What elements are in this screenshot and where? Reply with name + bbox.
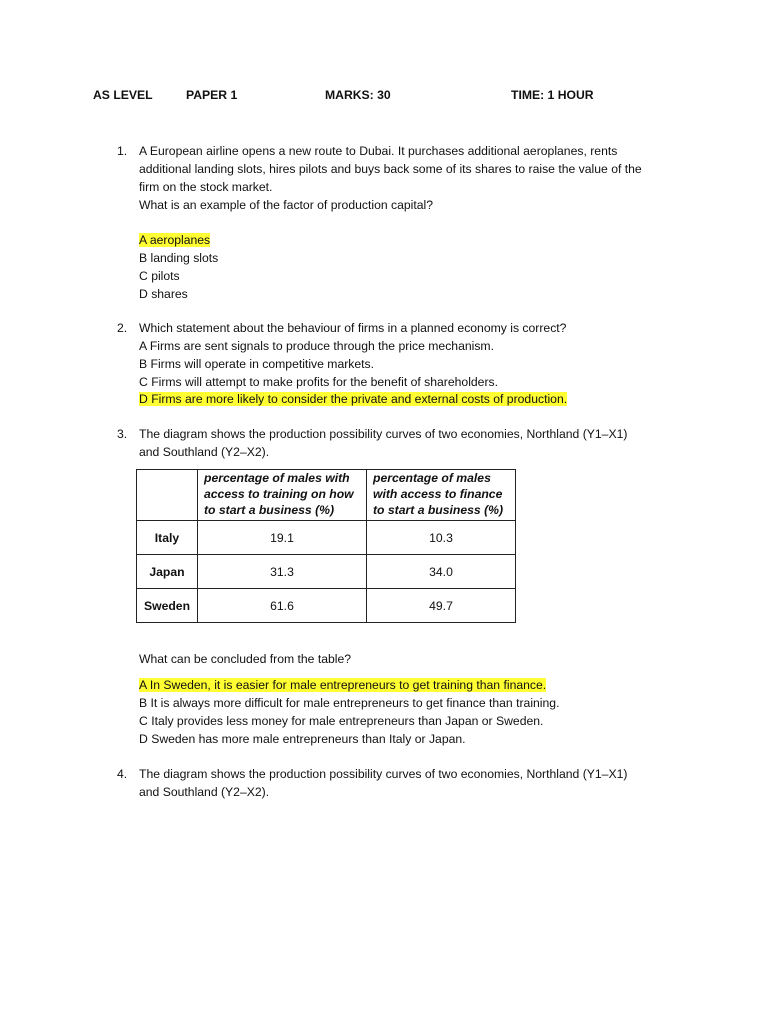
question-text-line: Which statement about the behaviour of firms in a planned economy is correct? (139, 321, 567, 335)
question-number: 1. (117, 144, 128, 158)
question-text-line: The diagram shows the production possibility curves of two economies, Northland (Y1–X1) (139, 767, 628, 781)
question-number: 4. (117, 767, 128, 781)
question-text-line: What can be concluded from the table? (139, 652, 352, 666)
question-number: 2. (117, 321, 128, 335)
header-paper: PAPER 1 (186, 88, 238, 102)
table-cell: 61.6 (198, 589, 367, 623)
answer-option: C Firms will attempt to make profits for the benefit of shareholders. (139, 375, 498, 389)
answer-option: D Sweden has more male entrepreneurs than Italy or Japan. (139, 732, 466, 746)
answer-option: B Firms will operate in competitive markets. (139, 357, 375, 371)
answer-option-highlighted: D Firms are more likely to consider the private and external costs of production. (139, 392, 568, 406)
question-text-line: What is an example of the factor of production capital? (139, 198, 434, 212)
answer-option: A Firms are sent signals to produce through the price mechanism. (139, 339, 494, 353)
table-cell: 49.7 (367, 589, 516, 623)
answer-option-highlighted: A aeroplanes (139, 233, 211, 247)
table-row (137, 521, 516, 555)
question-text-line: additional landing slots, hires pilots and buys back some of its shares to raise the value of the (139, 162, 642, 176)
question-number: 3. (117, 427, 128, 441)
question-text-line: and Southland (Y2–X2). (139, 445, 270, 459)
table-row (137, 589, 516, 623)
table-header-cell: percentage of males with access to finance to start a business (%) (367, 470, 516, 521)
table-cell: 34.0 (367, 555, 516, 589)
header-marks: MARKS: 30 (325, 88, 391, 102)
answer-option: C Italy provides less money for male entrepreneurs than Japan or Sweden. (139, 714, 544, 728)
answer-option: B landing slots (139, 251, 219, 265)
header-level: AS LEVEL (93, 88, 153, 102)
question-text-line: A European airline opens a new route to Dubai. It purchases additional aeroplanes, rents (139, 144, 618, 158)
table-cell: 31.3 (198, 555, 367, 589)
answer-option: C pilots (139, 269, 180, 283)
table-row (137, 555, 516, 589)
table-row-label: Japan (137, 555, 198, 589)
answer-option: B It is always more difficult for male entrepreneurs to get finance than training. (139, 696, 560, 710)
table-header-row (137, 470, 516, 521)
question-text-line: The diagram shows the production possibility curves of two economies, Northland (Y1–X1) (139, 427, 628, 441)
table-header-cell (137, 470, 198, 521)
table-cell: 19.1 (198, 521, 367, 555)
answer-option: D shares (139, 287, 188, 301)
question-text-line: firm on the stock market. (139, 180, 273, 194)
header-time: TIME: 1 HOUR (511, 88, 594, 102)
data-table (136, 469, 516, 623)
table-row-label: Italy (137, 521, 198, 555)
table-cell: 10.3 (367, 521, 516, 555)
table-header-cell: percentage of males with access to training on how to start a business (%) (198, 470, 367, 521)
table-row-label: Sweden (137, 589, 198, 623)
answer-option-highlighted: A In Sweden, it is easier for male entrepreneurs to get training than finance. (139, 678, 547, 692)
question-text-line: and Southland (Y2–X2). (139, 785, 270, 799)
